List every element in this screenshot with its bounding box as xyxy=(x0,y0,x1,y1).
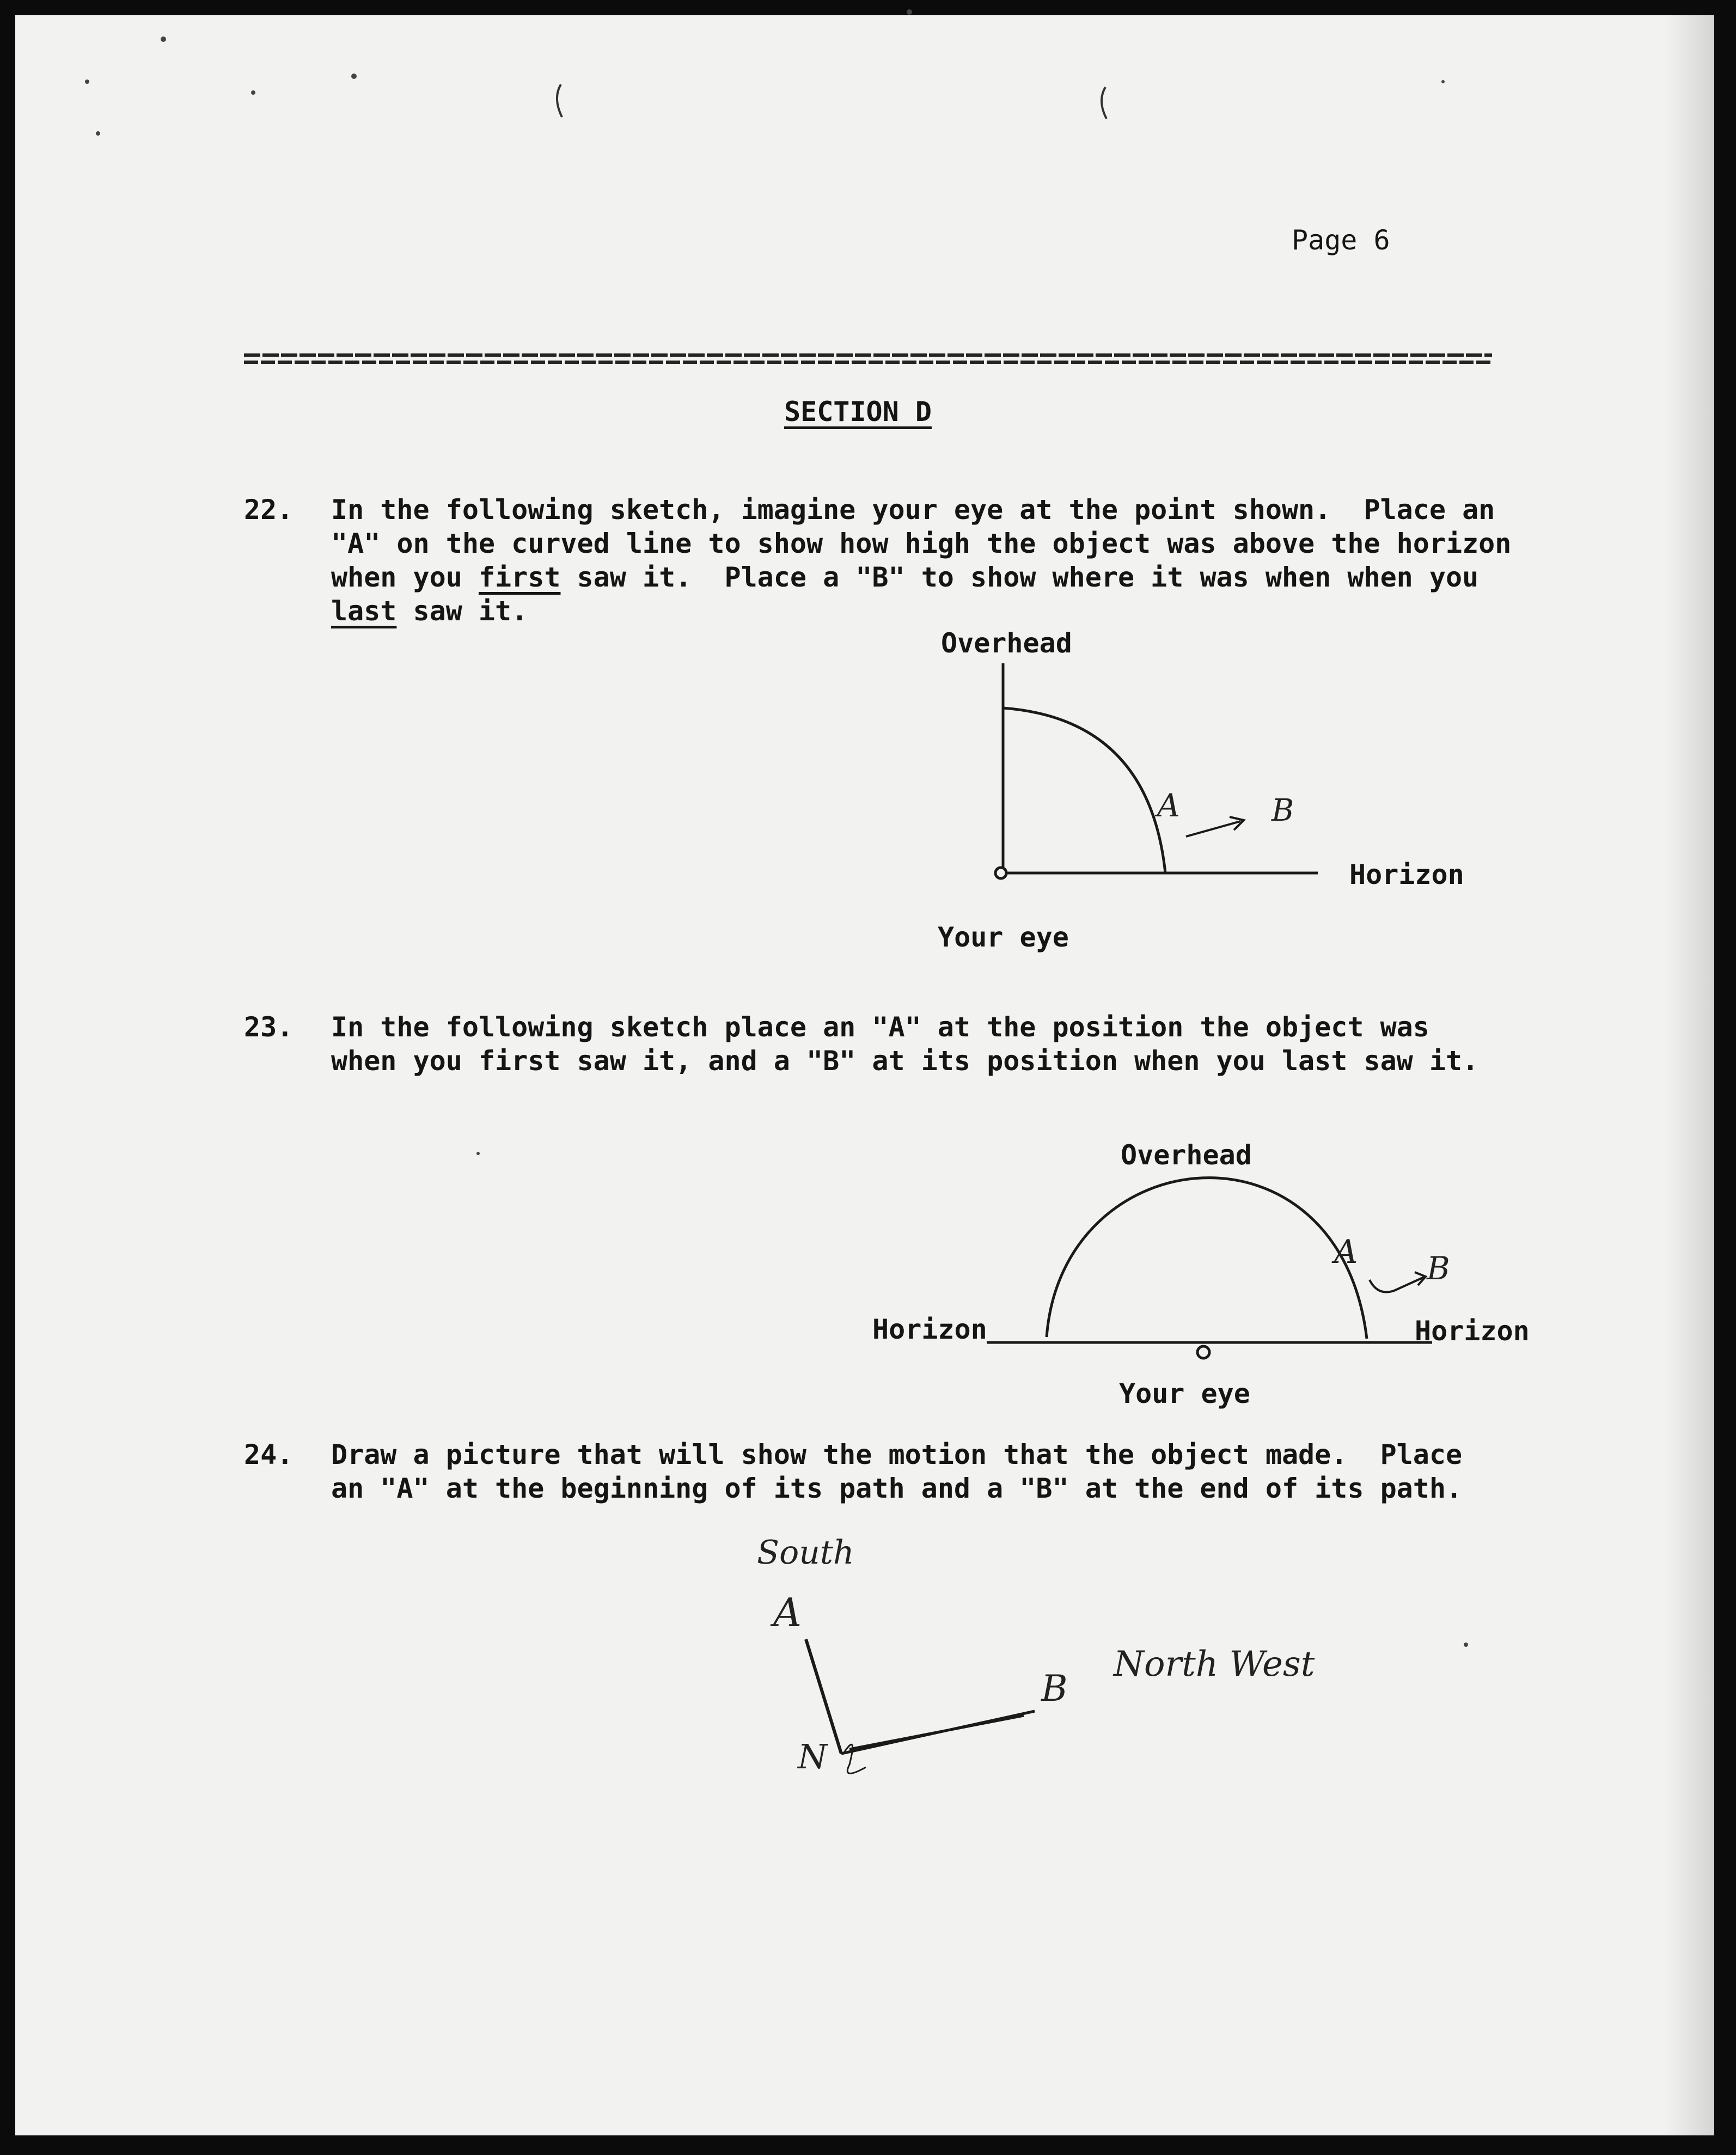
q22-line-3: when you first saw it. Place a "B" to show where it was when when you xyxy=(331,561,1479,593)
header-rule xyxy=(244,355,1492,362)
q22-answer-b: B xyxy=(1272,793,1294,828)
answer-arrow-23 xyxy=(1370,1272,1426,1292)
eye-point-22 xyxy=(995,868,1006,878)
q22-label-horizon: Horizon xyxy=(1349,859,1464,890)
q23-line-1: In the following sketch place an "A" at the position the object was xyxy=(331,1011,1429,1043)
q23-line-2: when you first saw it, and a "B" at its position when you last saw it. xyxy=(331,1045,1479,1077)
answer-arrow-22 xyxy=(1186,817,1244,837)
q22-line-1: In the following sketch, imagine your eye at the point shown. Place an xyxy=(331,494,1495,526)
q24-line-2: an "A" at the beginning of its path and a "B" at the end of its path. xyxy=(331,1473,1463,1504)
sketch-23 xyxy=(987,1178,1432,1358)
drawing-24 xyxy=(806,1639,1035,1773)
q24-handwritten-northwest: North West xyxy=(1114,1644,1315,1684)
q24-handwritten-n: N xyxy=(798,1737,828,1776)
scan-mark xyxy=(557,84,562,117)
quarter-arc xyxy=(1003,708,1165,873)
q22-emphasis-first: first xyxy=(478,561,561,593)
q24-number: 24. xyxy=(244,1439,294,1470)
q24-handwritten-south: South xyxy=(757,1534,854,1572)
q22-label-overhead: Overhead xyxy=(941,627,1072,659)
q23-label-overhead: Overhead xyxy=(1121,1139,1252,1171)
q22-number: 22. xyxy=(244,494,294,526)
q23-number: 23. xyxy=(244,1011,294,1043)
q24-handwritten-b: B xyxy=(1041,1668,1068,1710)
semicircle-arc xyxy=(1047,1178,1367,1339)
sketch-22 xyxy=(995,663,1318,878)
scan-mark xyxy=(1102,87,1107,119)
page-number: Page 6 xyxy=(1292,224,1390,256)
q23-answer-a: A xyxy=(1334,1233,1358,1271)
q23-answer-b: B xyxy=(1427,1250,1450,1287)
q23-label-horizon-left: Horizon xyxy=(872,1314,987,1345)
q24-handwritten-a: A xyxy=(773,1590,802,1635)
q22-emphasis-last: last xyxy=(331,595,397,627)
q22-label-eye: Your eye xyxy=(938,921,1069,953)
q22-answer-a: A xyxy=(1157,787,1180,824)
scan-specks xyxy=(85,9,1468,1647)
q22-line-2: "A" on the curved line to show how high the object was above the horizon xyxy=(331,528,1512,559)
q23-label-eye: Your eye xyxy=(1119,1378,1250,1409)
eye-point-23 xyxy=(1197,1346,1209,1358)
section-title: SECTION D xyxy=(784,396,932,428)
q24-line-1: Draw a picture that will show the motion that the object made. Place xyxy=(331,1439,1463,1470)
path-segment-northwest xyxy=(841,1711,1035,1754)
q23-label-horizon-right: Horizon xyxy=(1415,1315,1530,1347)
q22-line-4: last saw it. xyxy=(331,595,528,627)
